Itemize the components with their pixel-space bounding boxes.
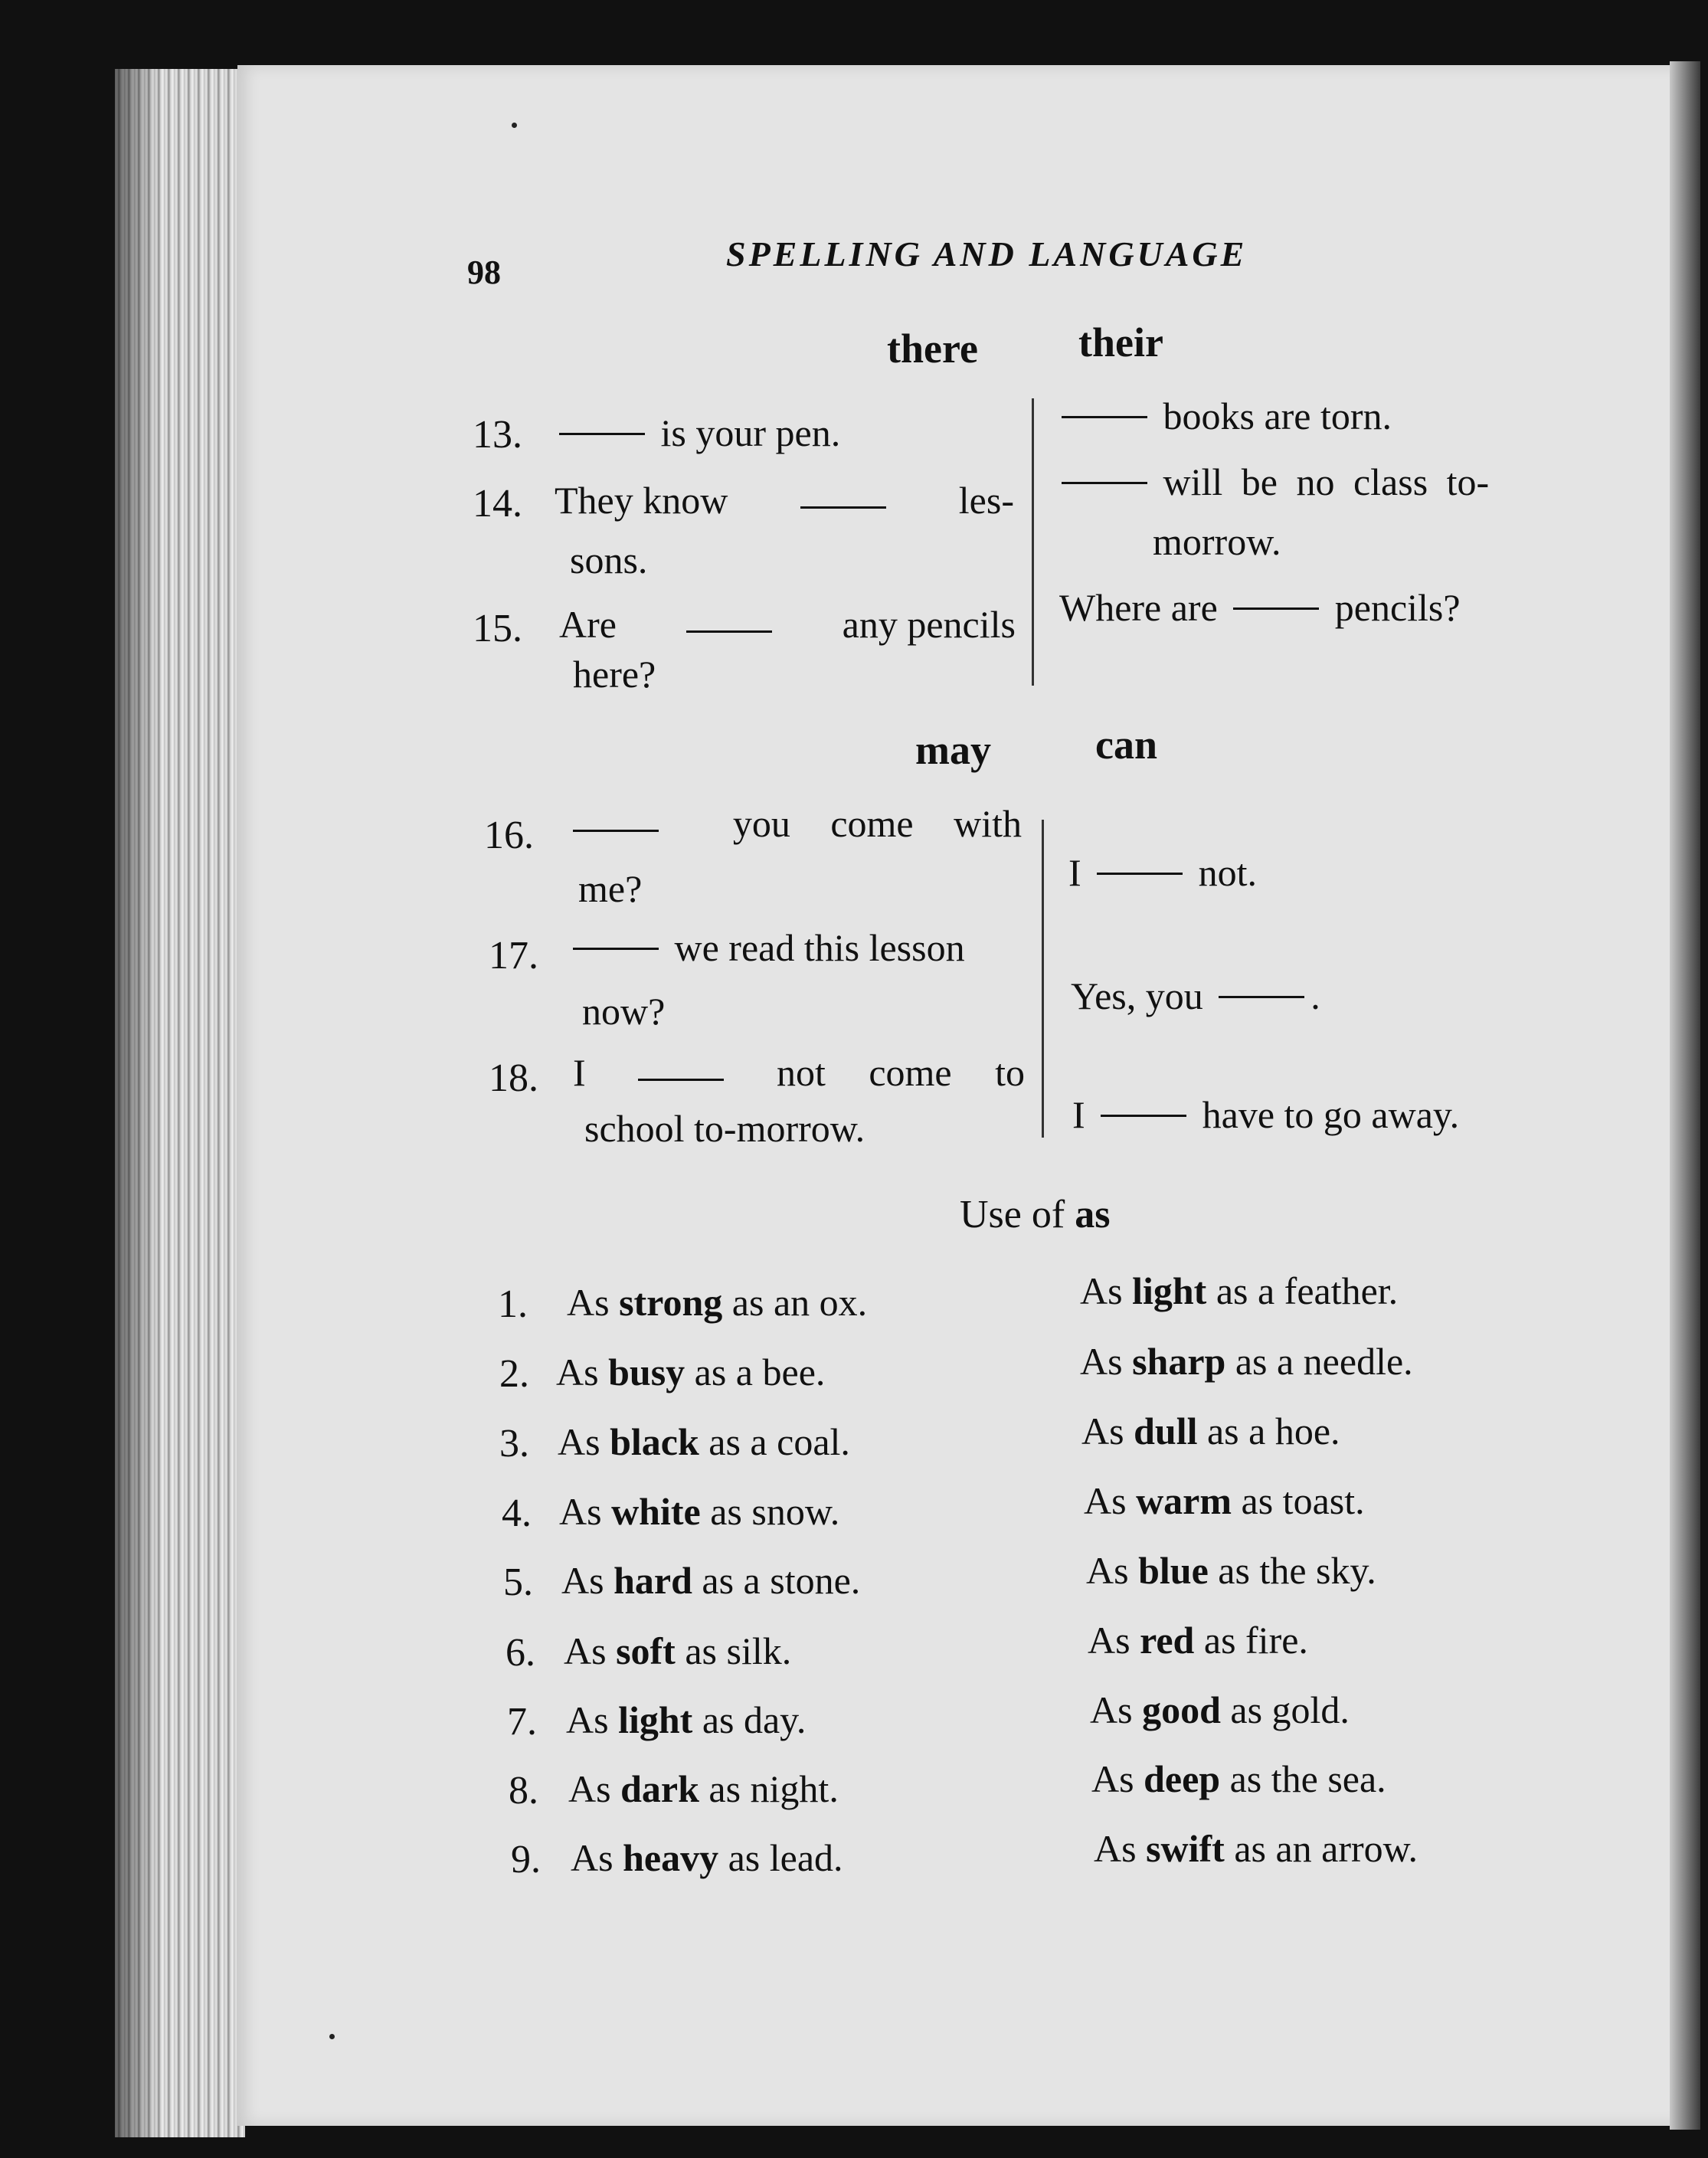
heading-there: there <box>887 326 978 372</box>
simile-left <box>561 1561 860 1600</box>
heading-can: can <box>1095 722 1157 768</box>
simile-as: As <box>556 1351 599 1393</box>
simile-adjective: light <box>1132 1269 1207 1312</box>
simile-adjective: black <box>610 1420 699 1463</box>
simile-adjective: swift <box>1146 1827 1225 1870</box>
simile-as: As <box>1086 1549 1129 1592</box>
column-divider <box>1042 820 1044 1138</box>
simile-comparison: as fire. <box>1203 1619 1308 1662</box>
item-number: 14. <box>473 482 522 526</box>
page-number: 98 <box>467 254 501 291</box>
simile-left <box>556 1353 825 1391</box>
sentence-text: not. <box>1198 851 1258 894</box>
sentence-18-line1 <box>573 1053 1025 1092</box>
blank <box>638 1043 724 1081</box>
blank <box>800 470 886 509</box>
simile-right <box>1088 1619 1308 1662</box>
simile-right <box>1091 1757 1386 1800</box>
their-sentence-2-line1 <box>1055 460 1490 503</box>
simile-comparison: as a hoe. <box>1206 1410 1340 1452</box>
simile-adjective: blue <box>1138 1549 1209 1592</box>
blank <box>573 794 659 832</box>
binding-shadow <box>115 69 161 2137</box>
simile-as: As <box>571 1836 614 1879</box>
sentence-17-line2: now? <box>582 990 666 1033</box>
simile-right <box>1084 1479 1365 1522</box>
sentence-13 <box>553 411 841 454</box>
simile-comparison: as the sea. <box>1229 1757 1386 1800</box>
simile-as: As <box>564 1629 607 1672</box>
heading-use-of-as <box>960 1195 1110 1235</box>
simile-as: As <box>568 1767 611 1810</box>
simile-adjective: dark <box>620 1767 699 1810</box>
sentence-text: pencils? <box>1334 586 1461 629</box>
speck <box>512 123 517 128</box>
blank <box>1101 1115 1186 1117</box>
sentence-18-line2: school to-morrow. <box>584 1107 865 1150</box>
simile-right <box>1094 1829 1418 1868</box>
right-page-edge <box>1670 61 1700 2130</box>
item-number: 13. <box>473 413 522 457</box>
can-sentence-2 <box>1071 974 1320 1017</box>
simile-comparison: as a needle. <box>1235 1340 1413 1383</box>
simile-adjective: soft <box>616 1629 676 1672</box>
simile-as: As <box>1094 1827 1137 1870</box>
sentence-text: Are <box>559 603 617 646</box>
simile-right <box>1086 1551 1376 1590</box>
simile-as: As <box>1090 1688 1133 1731</box>
sentence-text: I <box>573 1051 586 1094</box>
sentence-15-line1 <box>559 603 1016 646</box>
sentence-17-line1 <box>567 928 965 967</box>
blank <box>1062 416 1147 418</box>
item-number: 7. <box>507 1700 537 1744</box>
simile-right <box>1090 1688 1350 1731</box>
sentence-14-line1 <box>555 479 1014 522</box>
item-number: 6. <box>506 1631 535 1675</box>
simile-as: As <box>561 1559 604 1602</box>
simile-adjective: heavy <box>623 1836 719 1879</box>
sentence-text: Yes, you <box>1071 974 1203 1017</box>
blank <box>1097 873 1183 875</box>
simile-as: As <box>1080 1340 1123 1383</box>
simile-comparison: as snow. <box>710 1490 840 1533</box>
simile-right <box>1080 1340 1413 1383</box>
simile-comparison: as silk. <box>685 1629 792 1672</box>
sentence-text: we read this lesson <box>674 926 965 969</box>
sentence-text: Where are <box>1059 586 1218 629</box>
simile-comparison: as an ox. <box>731 1281 868 1324</box>
running-title: SPELLING AND LANGUAGE <box>726 234 1248 273</box>
sentence-15-line2: here? <box>573 653 656 696</box>
simile-comparison: as the sky. <box>1218 1549 1376 1592</box>
simile-comparison: as a feather. <box>1216 1269 1399 1312</box>
item-number: 4. <box>502 1492 532 1535</box>
simile-adjective: good <box>1142 1688 1221 1731</box>
sentence-text: books are torn. <box>1163 395 1392 437</box>
sentence-text: any pencils <box>842 603 1016 646</box>
blank <box>573 948 659 950</box>
simile-left <box>558 1420 850 1463</box>
sentence-text: is your pen. <box>660 411 841 454</box>
item-number: 17. <box>489 934 538 977</box>
simile-as: As <box>1080 1269 1123 1312</box>
simile-comparison: as toast. <box>1241 1479 1365 1522</box>
simile-adjective: busy <box>608 1351 685 1393</box>
item-number: 3. <box>499 1422 529 1465</box>
sentence-text: have to go away. <box>1202 1093 1460 1136</box>
sentence-text: you come with <box>732 802 1022 845</box>
simile-left <box>564 1629 792 1672</box>
their-sentence-1 <box>1055 397 1392 435</box>
blank <box>1219 996 1304 998</box>
their-sentence-2-line2: morrow. <box>1153 520 1281 563</box>
simile-left <box>571 1836 843 1879</box>
blank <box>1062 482 1147 484</box>
simile-comparison: as lead. <box>728 1836 843 1879</box>
simile-left <box>566 1698 807 1741</box>
simile-as: As <box>1088 1619 1130 1662</box>
item-number: 8. <box>509 1769 538 1813</box>
simile-comparison: as day. <box>702 1698 807 1741</box>
simile-adjective: deep <box>1144 1757 1221 1800</box>
simile-as: As <box>1084 1479 1127 1522</box>
simile-comparison: as night. <box>708 1767 839 1810</box>
sentence-14-line2: sons. <box>570 539 648 581</box>
simile-as: As <box>1081 1410 1124 1452</box>
item-number: 2. <box>499 1352 529 1396</box>
simile-adjective: red <box>1140 1619 1195 1662</box>
simile-right <box>1081 1412 1340 1450</box>
simile-adjective: hard <box>614 1559 692 1602</box>
simile-comparison: as a coal. <box>708 1420 850 1463</box>
simile-comparison: as a stone. <box>702 1559 861 1602</box>
sentence-16-line2: me? <box>578 867 643 910</box>
column-divider <box>1032 398 1034 686</box>
speck <box>329 2034 335 2039</box>
sentence-text: They know <box>555 479 728 522</box>
simile-as: As <box>567 1281 610 1324</box>
can-sentence-1 <box>1068 853 1257 892</box>
simile-as: As <box>559 1490 602 1533</box>
simile-left <box>559 1492 839 1531</box>
item-number: 16. <box>484 814 534 857</box>
sentence-text: will be no class to- <box>1163 460 1490 503</box>
item-number: 1. <box>498 1282 528 1326</box>
simile-comparison: as an arrow. <box>1234 1827 1418 1870</box>
sentence-16-line1 <box>567 804 1022 843</box>
heading-their: their <box>1078 319 1163 365</box>
their-sentence-3 <box>1059 588 1461 627</box>
item-number: 9. <box>511 1838 541 1881</box>
simile-adjective: sharp <box>1132 1340 1226 1383</box>
sentence-text: not come to <box>776 1051 1025 1094</box>
simile-comparison: as a bee. <box>694 1351 826 1393</box>
blank <box>559 433 645 435</box>
page-surface <box>237 65 1677 2126</box>
heading-bold-word: as <box>1075 1193 1111 1236</box>
simile-adjective: strong <box>619 1281 723 1324</box>
blank <box>686 594 772 633</box>
simile-adjective: dull <box>1134 1410 1198 1452</box>
simile-adjective: warm <box>1136 1479 1232 1522</box>
sentence-text: I <box>1072 1093 1085 1136</box>
item-number: 15. <box>473 607 522 650</box>
simile-comparison: as gold. <box>1230 1688 1350 1731</box>
heading-may: may <box>915 727 991 773</box>
item-number: 18. <box>489 1056 538 1100</box>
simile-left <box>567 1281 868 1324</box>
blank <box>1233 607 1319 610</box>
simile-adjective: white <box>611 1490 701 1533</box>
simile-left <box>568 1767 839 1810</box>
simile-adjective: light <box>618 1698 693 1741</box>
simile-right <box>1080 1269 1399 1312</box>
sentence-text: . <box>1310 974 1320 1017</box>
sentence-text: les- <box>958 479 1014 522</box>
can-sentence-3 <box>1072 1095 1459 1134</box>
sentence-text: I <box>1068 851 1081 894</box>
simile-as: As <box>566 1698 609 1741</box>
heading-text: Use of <box>960 1193 1065 1236</box>
simile-as: As <box>558 1420 600 1463</box>
item-number: 5. <box>503 1560 533 1604</box>
simile-as: As <box>1091 1757 1134 1800</box>
